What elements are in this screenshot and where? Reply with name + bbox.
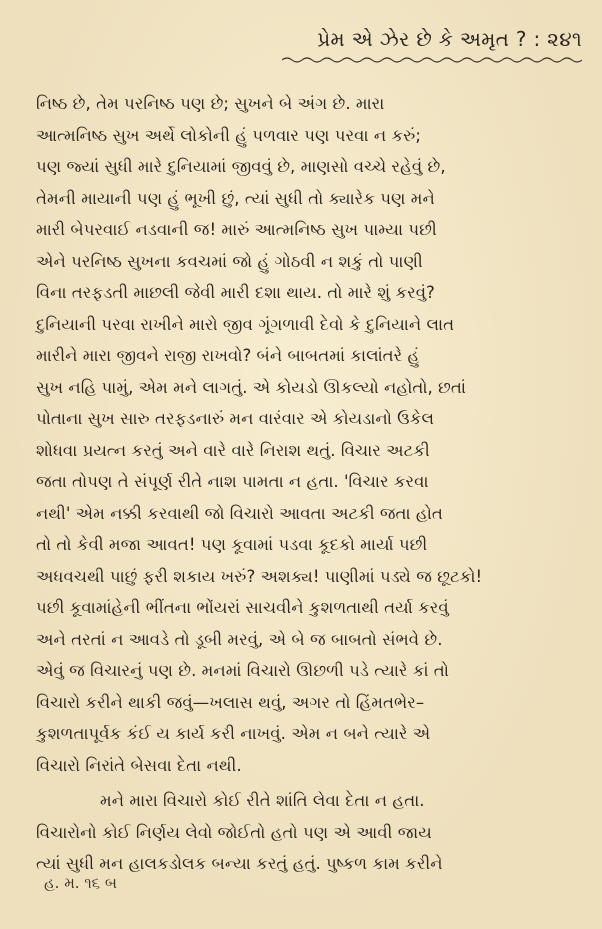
text-line: પછી કૂવામાંહેની ભીંતના ભોંયરાં સાચવીને કુશળતાથી તર્યા કરવું [36, 598, 449, 617]
text-line: શોધવા પ્રયત્ન કરતું અને વારે વારે નિરાશ થતું. વિચાર અટકી [36, 440, 430, 460]
text-line: નિષ્ઠ છે, તેમ પરનિષ્ઠ પણ છે; સુખને બે અંગ છે. મારા [36, 94, 385, 113]
text-line: અને તરતાં ન આવડે તો ડૂબી મરવું, એ બે જ બાબતો સંભવે છે. [36, 629, 443, 649]
text-line: તેમની માયાની પણ હું ભૂખી છું, ત્યાં સુધી તો ક્યારેક પણ મને [36, 188, 435, 208]
text-line: મારીને મારા જીવને રાજી રાખવો? બંને બાબતમાં કાલાંતરે હું [36, 346, 420, 365]
page-header [282, 26, 582, 66]
text-line: તો તો કેવી મજા આવત! પણ કૂવામાં પડવા કૂદકો માર્યા પછી [36, 535, 428, 554]
text-line: વિચારોનો કોઈ નિર્ણય લેવો જોઈતો હતો પણ એ આવી જાય [36, 822, 432, 842]
text-line: સુખ નહિ પામું, એમ મને લાગતું. એ કોયડો ઊકલ્યો નહોતો, છતાં [36, 377, 466, 397]
text-line: પણ જ્યાં સુધી મારે દુનિયામાં જીવવું છે, માણસો વચ્ચે રહેવું છે, [36, 157, 446, 176]
text-line: આત્મનિષ્ઠ સુખ અર્થે લોકોની હું પળવાર પણ પરવા ન કરું; [36, 125, 421, 145]
text-line: કુશળતાપૂર્વક કંઈ ય કાર્ય કરી નાખવું. એમ ન બને ત્યારે એ [36, 724, 431, 743]
text-line: જતા તોપણ તે સંપૂર્ણ રીતે નાશ પામતા ન હતા. 'વિચાર કરવા [36, 472, 429, 491]
header-wavy-rule [282, 56, 582, 64]
body-text [36, 88, 576, 880]
signature-mark: હ. મ. ૧૬ બ [44, 874, 117, 892]
text-line: ત્યાં સુધી મન હાલકડોલક બન્યા કરતું હતું. પુષ્કળ કામ કરીને [36, 854, 443, 873]
text-line: પોતાના સુખ સારુ તરફડનારું મન વારંવાર એ કોયડાનો ઉકેલ [36, 409, 434, 428]
text-line: વિચારો કરીને થાકી જવું—ખલાસ થવું, અગર તો હિંમતભેર– [36, 692, 425, 712]
text-line: નથી' એમ નક્કી કરવાથી જો વિચારો આવતા અટકી જતા હોત [36, 503, 443, 523]
text-line: મને મારા વિચારો કોઈ રીતે શાંતિ લેવા દેતા ન હતા. [100, 791, 425, 810]
text-line: વિચારો નિરાંતે બેસવા દેતા નથી. [36, 755, 242, 775]
text-line: દુનિયાની પરવા રાખીને મારો જીવ ગૂંગળાવી દેવો કે દુનિયાને લાત [36, 314, 455, 334]
text-line: અધવચથી પાછું ફરી શકાય ખરું? અશક્ય! પાણીમાં પડ્યે જ છૂટકો! [36, 566, 483, 586]
text-line: વિના તરફડતી માછલી જેવી મારી દશા થાય. તો મારે શું કરવું? [36, 283, 435, 302]
text-line: એને પરનિષ્ઠ સુખના કવચમાં જો હું ગોઠવી ન શકું તો પાણી [36, 251, 423, 271]
text-line: મારી બેપરવાઈ નડવાની જ! મારું આત્મનિષ્ઠ સુખ પામ્યા પછી [36, 220, 437, 239]
text-line: એવું જ વિચારનું પણ છે. મનમાં વિચારો ઊછળી પડે ત્યારે કાં તો [36, 661, 449, 680]
running-head: પ્રેમ એ ઝેર છે કે અમૃત ? : ૨૪૧ [317, 27, 582, 51]
